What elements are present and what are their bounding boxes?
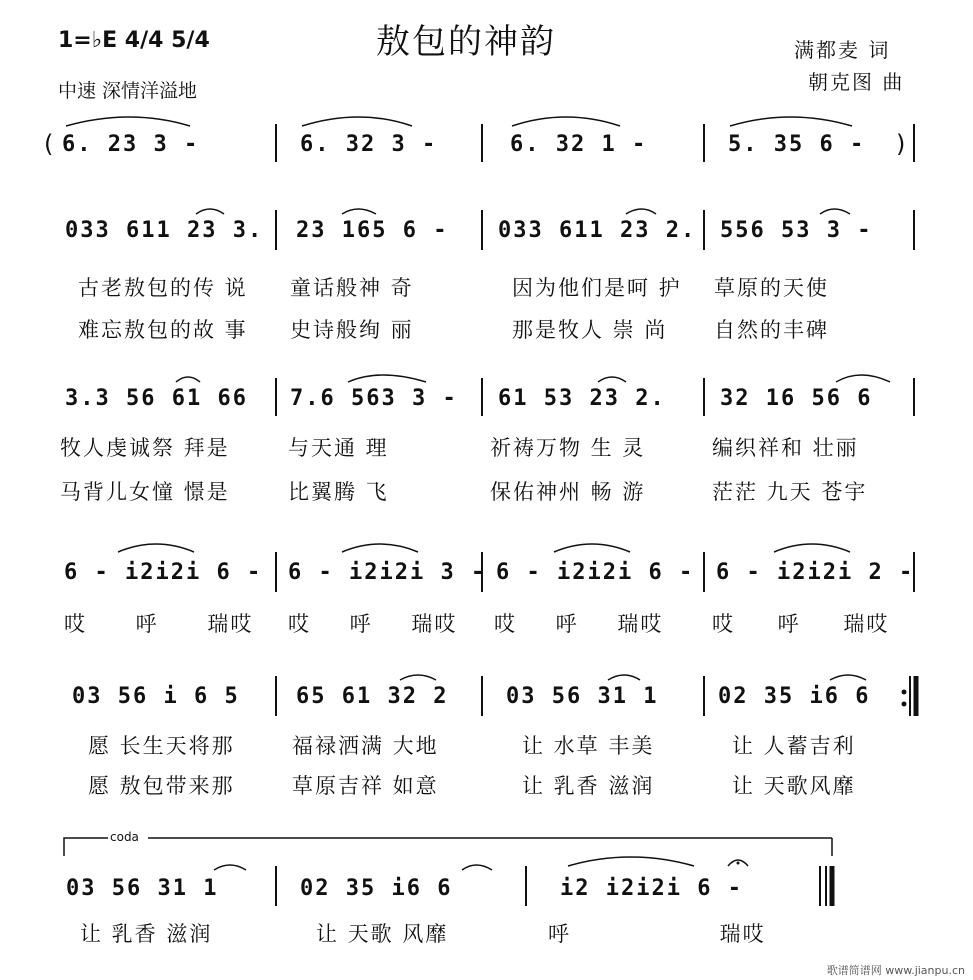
intro-measure-2: 6. 32 3 - xyxy=(300,132,438,157)
line1-measure-2: 23 165 6 - xyxy=(296,218,449,243)
line4-measure-2: 65 61 32 2 xyxy=(296,684,449,709)
line2-notes xyxy=(0,386,973,426)
line2-measure-2: 7.6 563 3 - xyxy=(290,386,458,411)
line1-measure-1: 033 611 23 3. xyxy=(65,218,264,243)
coda-notes xyxy=(0,876,973,916)
lyric: 福禄洒满 大地 xyxy=(292,734,439,758)
intro-line xyxy=(0,132,973,172)
line1-verse1 xyxy=(0,272,973,302)
lyric: 那是牧人 崇 尚 xyxy=(512,318,668,342)
line2-verse2 xyxy=(0,476,973,506)
lyric: 让 天歌 风靡 xyxy=(316,922,449,946)
line2-measure-3: 61 53 23 2. xyxy=(498,386,666,411)
line3-measure-1: 6 - i2i2i 6 - xyxy=(64,560,263,585)
lyric: 呼 瑞哎 xyxy=(548,922,766,946)
line4-notes xyxy=(0,684,973,724)
lyric: 史诗般绚 丽 xyxy=(290,318,414,342)
lyric: 茫茫 九天 苍宇 xyxy=(712,480,868,504)
lyric: 古老敖包的传 说 xyxy=(78,276,248,300)
lyric: 马背儿女憧 憬是 xyxy=(60,480,230,504)
song-title: 敖包的神韵 xyxy=(376,22,556,62)
line1-measure-4: 556 53 3 - xyxy=(720,218,873,243)
watermark: 歌谱简谱网 www.jianpu.cn xyxy=(826,964,965,977)
line3-notes xyxy=(0,560,973,600)
lyric: 哎 呼 瑞哎 xyxy=(64,612,254,636)
lyric: 让 乳香 滋润 xyxy=(522,774,655,798)
line1-measure-3: 033 611 23 2. xyxy=(498,218,697,243)
coda-lyrics xyxy=(0,918,973,948)
key-signature: 1=♭E 4/4 5/4 xyxy=(58,28,210,53)
line3-measure-4: 6 - i2i2i 2 - xyxy=(716,560,915,585)
line2-verse1 xyxy=(0,432,973,462)
lyric: 比翼腾 飞 xyxy=(288,480,389,504)
lyric: 祈祷万物 生 灵 xyxy=(490,436,646,460)
lyric: 让 水草 丰美 xyxy=(522,734,655,758)
line2-measure-1: 3.3 56 61 66 xyxy=(65,386,248,411)
line4-verse2 xyxy=(0,770,973,800)
lyric: 因为他们是呵 护 xyxy=(512,276,682,300)
lyric: 哎 呼 瑞哎 xyxy=(494,612,664,636)
line4-measure-1: 03 56 i 6 5 xyxy=(72,684,240,709)
lyricist-credit: 满都麦 词 xyxy=(794,38,891,62)
lyric: 愿 长生天将那 xyxy=(88,734,235,758)
coda-bracket xyxy=(64,838,832,856)
lyric: 牧人虔诚祭 拜是 xyxy=(60,436,230,460)
line4-measure-3: 03 56 31 1 xyxy=(506,684,659,709)
lyric: 让 天歌风靡 xyxy=(732,774,856,798)
intro-measure-1: 6. 23 3 - xyxy=(62,132,200,157)
lyric: 编织祥和 壮丽 xyxy=(712,436,859,460)
line3-lyrics xyxy=(0,608,973,638)
repeat-paren-close: ) xyxy=(896,130,906,158)
lyric: 让 人蓄吉利 xyxy=(732,734,856,758)
tempo-marking: 中速 深情洋溢地 xyxy=(58,80,198,102)
coda-measure-3: i2 i2i2i 6 - xyxy=(560,876,743,901)
fermata xyxy=(728,860,748,866)
lyric: 童话般神 奇 xyxy=(290,276,414,300)
lyric: 草原的天使 xyxy=(714,276,829,300)
composer-credit: 朝克图 曲 xyxy=(808,70,905,94)
lyric: 让 乳香 滋润 xyxy=(80,922,213,946)
lyric: 与天通 理 xyxy=(288,436,389,460)
lyric: 愿 敖包带来那 xyxy=(88,774,235,798)
intro-measure-3: 6. 32 1 - xyxy=(510,132,648,157)
line4-measure-4: 02 35 i6 6 xyxy=(718,684,871,709)
line1-verse2 xyxy=(0,314,973,344)
lyric: 保佑神州 畅 游 xyxy=(490,480,646,504)
line2-measure-4: 32 16 56 6 xyxy=(720,386,873,411)
repeat-paren-open: ( xyxy=(44,130,54,158)
coda-label: coda xyxy=(110,830,139,844)
intro-measure-4: 5. 35 6 - xyxy=(728,132,866,157)
lyric: 草原吉祥 如意 xyxy=(292,774,439,798)
lyric: 难忘敖包的故 事 xyxy=(78,318,248,342)
lyric: 自然的丰碑 xyxy=(714,318,829,342)
lyric: 哎 呼 瑞哎 xyxy=(288,612,458,636)
line1-notes xyxy=(0,218,973,258)
line3-measure-3: 6 - i2i2i 6 - xyxy=(496,560,695,585)
line3-measure-2: 6 - i2i2i 3 - xyxy=(288,560,487,585)
line4-verse1 xyxy=(0,730,973,760)
coda-measure-1: 03 56 31 1 xyxy=(66,876,219,901)
lyric: 哎 呼 瑞哎 xyxy=(712,612,890,636)
coda-measure-2: 02 35 i6 6 xyxy=(300,876,453,901)
